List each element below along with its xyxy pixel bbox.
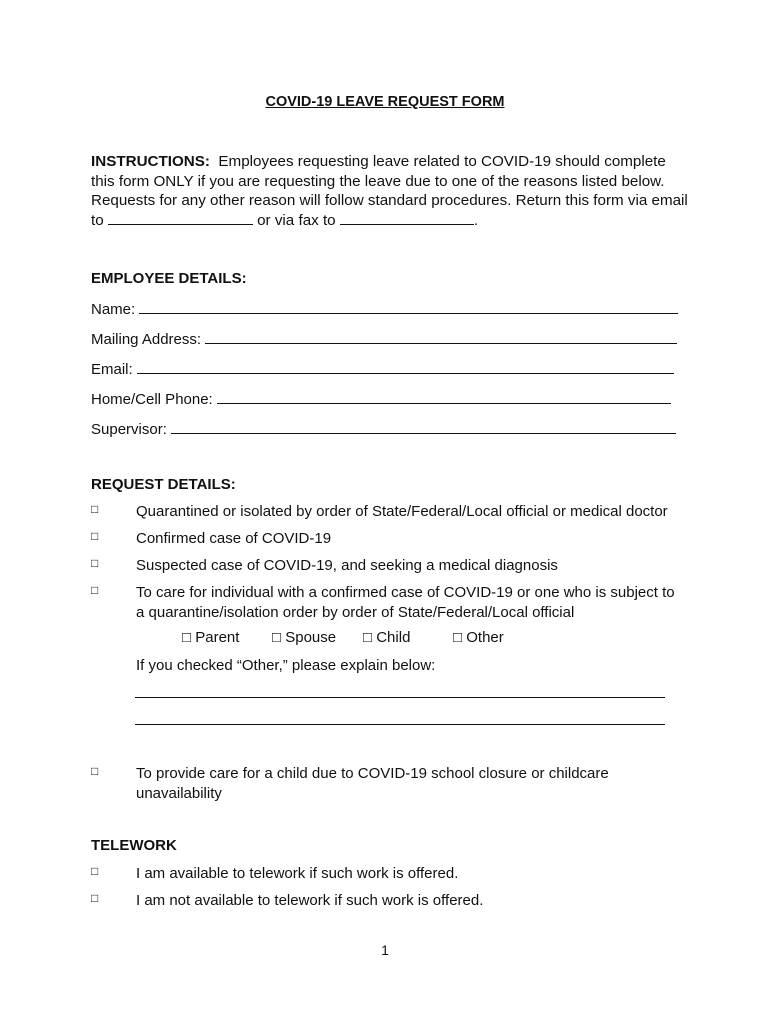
relation-child[interactable]: □ Child xyxy=(363,629,411,646)
relation-spouse[interactable]: □ Spouse xyxy=(272,629,337,646)
email-blank[interactable] xyxy=(108,211,253,225)
page-number: 1 xyxy=(381,942,389,958)
form-title: COVID-19 LEAVE REQUEST FORM xyxy=(265,94,505,110)
email-line[interactable] xyxy=(137,359,674,374)
name-line[interactable] xyxy=(139,299,678,314)
name-field[interactable] xyxy=(91,299,678,319)
telework-option-label: I am available to telework if such work is offered. xyxy=(136,865,459,882)
instructions-text-1: Employees requesting leave related to COVID-19 should complete this form ONLY if you are requesting the leave due to one of the reasons listed below. Requests for any other reason will follow standard procedures. Return this form via email to xyxy=(91,153,688,230)
request-details-heading: REQUEST DETAILS: xyxy=(91,476,236,493)
request-option-label: To provide care for a child due to COVID-19 school closure or childcare unavailability xyxy=(136,765,609,802)
checkbox-suspected[interactable]: □ xyxy=(91,556,99,570)
checkbox-telework-not-available[interactable]: □ xyxy=(91,891,99,905)
phone-label: Home/Cell Phone: xyxy=(91,391,213,408)
checkbox-confirmed[interactable]: □ xyxy=(91,529,99,543)
request-option-confirmed[interactable] xyxy=(91,529,691,549)
request-option-quarantined[interactable] xyxy=(91,502,691,522)
email-label: Email: xyxy=(91,361,133,378)
request-option-label: To care for individual with a confirmed case of COVID-19 or one who is subject to a quarantine/isolation order by order of State/Federal/Local official xyxy=(136,584,675,621)
checkbox-care-individual[interactable]: □ xyxy=(91,583,99,597)
instructions-paragraph xyxy=(91,152,691,231)
telework-heading: TELEWORK xyxy=(91,837,177,854)
request-option-suspected[interactable] xyxy=(91,556,691,576)
phone-line[interactable] xyxy=(217,389,671,404)
request-option-child-care[interactable] xyxy=(91,764,651,803)
instructions-text-2: or via fax to xyxy=(252,212,340,230)
mailing-address-line[interactable] xyxy=(205,329,677,344)
name-label: Name: xyxy=(91,301,136,318)
other-explain-label: If you checked “Other,” please explain below: xyxy=(136,657,436,674)
employee-details-heading: EMPLOYEE DETAILS: xyxy=(91,270,247,287)
telework-option-label: I am not available to telework if such work is offered. xyxy=(136,892,484,909)
phone-field[interactable] xyxy=(91,389,671,409)
email-field[interactable] xyxy=(91,359,674,379)
instructions-text-3: . xyxy=(473,212,479,230)
relation-parent[interactable]: □ Parent xyxy=(182,629,240,646)
relation-other[interactable]: □ Other xyxy=(453,629,504,646)
checkbox-child-care[interactable]: □ xyxy=(91,764,99,778)
instructions-label: INSTRUCTIONS: xyxy=(91,153,210,170)
supervisor-field[interactable] xyxy=(91,419,676,439)
request-option-care-individual[interactable] xyxy=(91,583,676,622)
relation-options xyxy=(182,629,504,646)
telework-option-available[interactable] xyxy=(91,864,691,884)
supervisor-line[interactable] xyxy=(171,419,676,434)
fax-blank[interactable] xyxy=(340,211,474,225)
checkbox-telework-available[interactable]: □ xyxy=(91,864,99,878)
telework-option-not-available[interactable] xyxy=(91,891,691,911)
supervisor-label: Supervisor: xyxy=(91,421,167,438)
checkbox-quarantined[interactable]: □ xyxy=(91,502,99,516)
mailing-address-label: Mailing Address: xyxy=(91,331,202,348)
other-explain-line-1[interactable] xyxy=(135,697,665,698)
mailing-address-field[interactable] xyxy=(91,329,677,349)
request-option-label: Quarantined or isolated by order of State/Federal/Local official or medical doctor xyxy=(136,503,668,520)
request-option-label: Suspected case of COVID-19, and seeking a medical diagnosis xyxy=(136,557,558,574)
request-option-label: Confirmed case of COVID-19 xyxy=(136,530,332,547)
other-explain-line-2[interactable] xyxy=(135,724,665,725)
